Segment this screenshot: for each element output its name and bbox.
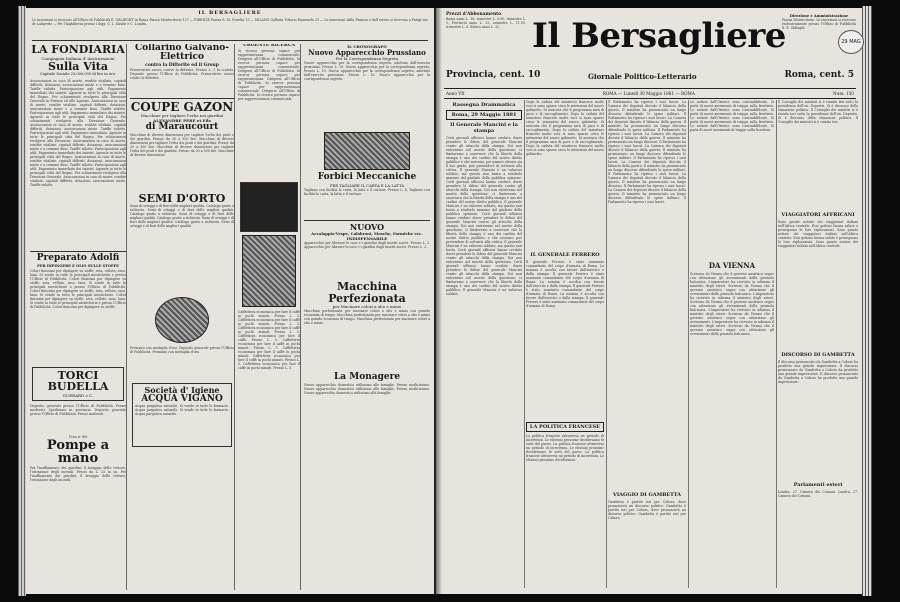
parlamenti-head: Parlamenti esteri (793, 482, 843, 488)
medal-illustration (155, 297, 209, 343)
macchina-title: Macchina Perfezionata (328, 280, 406, 305)
caffettiera-illustration (242, 235, 296, 307)
politica-head: LA POLITICA FRANCESE (526, 422, 604, 432)
direction-head: Direzione e Amministrazione (789, 14, 849, 18)
left-page (26, 8, 436, 594)
notice-block: Le inserzioni si ricevono all'Ufficio di Pubblicità E. OBLIEGHT in Roma Piazza Montecitorio 127 — FIRENZE Piazza S. M. Novella 13 — MILANO Galleria Vittorio Emanuele 25 — Le inserzioni dalla Francia e dall'estero si ricevono a Parigi rue de Lafayette — Per l'Inghilterra presso i Sigg. G. L. Daube e C. Londra. (32, 18, 428, 41)
coupe-where: di Maraucourt (145, 122, 219, 133)
vienna-head: DA VIENNA (708, 261, 756, 270)
article-column-2: Dopo la caduta del ministero francese molte voci si sono sparse circa le intenzioni del nuovo gabinetto. Si assicura che il programma sarà di pace e di raccoglimento. Dopo la caduta del ministero francese molte voci si sono sparse circa le intenzioni del nuovo gabinetto. Si assicura che il programma sarà di pace e di raccoglimento. Dopo la caduta del ministero francese molte voci si sono sparse circa le intenzioni del nuovo gabinetto. Si assicura che il programma sarà di pace e di raccoglimento. Dopo la caduta del ministero francese molte voci si sono sparse circa le intenzioni del nuovo gabinetto. IL GENERALE FERRERO Il generale Ferrero è stato nominato comandante del corpo d'armata di Roma. La nomina è accolta con favore dall'esercito e dalla stampa. Il generale Ferrero è stato nominato comandante del corpo d'armata di Roma. La nomina è accolta con favore dall'esercito e dalla stampa. Il generale Ferrero è stato nominato comandante del corpo d'armata di Roma. La nomina è accolta con favore dall'esercito e dalla stampa. Il generale Ferrero è stato nominato comandante del corpo d'armata di Roma. LA POLITICA FRANCESE La politica francese attraversa un periodo di incertezza. Le elezioni prossime decideranno le sorti del paese. La politica francese attraversa un periodo di incertezza. Le elezioni prossime decideranno le sorti del paese. La politica francese attraversa un periodo di incertezza. Le elezioni prossime decideranno. (524, 100, 607, 588)
dark-ad-block (240, 182, 298, 232)
discorso-head: DISCORSO DI GAMBETTA (781, 352, 855, 358)
page-edge-right (862, 6, 872, 596)
ad-column-4: IL CRONOGRAFO Nuovo Apparecchio Prussiano Per la Corrispondenza Segreta Nuovo apparecchio per la corrispondenza segreta, adottato dall'esercito prussiano. Prezzo L. 10. Nuovo apparecchio per la corrispondenza segreta. Prezzo L. 10. Nuovo apparecchio per la corrispondenza segreta, adottato dall'esercito prussiano. Prezzo L. 10. Nuovo apparecchio per la corrispondenza segreta. Forbici Meccaniche PER TAGLIARE IL CARTA E LA LATTA Tagliano con facilità la carta, la latta e il cartone. Prezzo L. 4. Tagliano con facilità la carta, la latta e il cartone. NUOVO Accalappia-Vespe, Calabroni, Mosche, Formiche ecc. INDISPENSABILE Apparecchio per liberare le case e i giardini dagli insetti nocivi. Prezzo L. 2. Apparecchio per liberare le case e i giardini dagli insetti nocivi. Prezzo L. 2. Macchina Perfezionata per Macinare colori a olio e minio Macchina perfezionata per macinare colori a olio e minio con grande economia di tempo. Macchina perfezionata per macinare colori a olio e minio con grande economia di tempo. Macchina perfezionata per macinare colori a olio e minio. La Monagere Nuovo apparecchio domestico utilissimo alle famiglie. Prezzo modicissimo. Nuovo apparecchio domestico utilissimo alle famiglie. Prezzo modicissimo. Nuovo apparecchio domestico utilissimo alle famiglie. (304, 44, 430, 395)
ferrero-head: IL GENERALE FERRERO (530, 252, 600, 258)
societa-ad: Società d' Igiene ACQUA VIGANO Acqua purgativa naturale. Si vende in tutte le farmacie. Acqua purgativa naturale. Si vende in tutte le farmacie. Acqua purgativa naturale. (132, 383, 232, 447)
issue-date: ROMA — Lunedì 30 Maggio 1881 — ROMA (602, 91, 695, 96)
page-edge-left (18, 6, 26, 596)
viaggio-head: VIAGGIO DI GAMBETTA (612, 492, 682, 498)
macchina-sub: per Macinare colori a olio e minio (332, 304, 402, 310)
right-page (436, 8, 864, 594)
article-column-4: Le notizie dall'Oriente sono contraddittorie. Si parla di nuovi movimenti di truppe sulla frontiera. Le notizie dall'Oriente sono contraddittorie. Si parla di nuovi movimenti di truppe sulla frontiera. Le notizie dall'Oriente sono contraddittorie. Si parla di nuovi movimenti di truppe sulla frontiera. Le notizie dall'Oriente sono contraddittorie. Si parla di nuovi movimenti di truppe sulla frontiera. DA VIENNA Scrivono da Vienna che il governo austriaco segue con attenzione gli avvenimenti della penisola balcanica. L'imperatore ha ricevuto in udienza il ministro degli esteri. Scrivono da Vienna che il governo austriaco segue con attenzione gli avvenimenti della penisola balcanica. L'imperatore ha ricevuto in udienza il ministro degli esteri. Scrivono da Vienna che il governo austriaco segue con attenzione gli avvenimenti della penisola balcanica. L'imperatore ha ricevuto in udienza il ministro degli esteri. Scrivono da Vienna che il governo austriaco segue con attenzione gli avvenimenti. L'imperatore ha ricevuto in udienza il ministro degli esteri. Scrivono da Vienna che il governo austriaco segue con attenzione gli avvenimenti della penisola balcanica. (688, 100, 777, 588)
societa-sub: ACQUA VIGANO (141, 393, 223, 404)
issue-number: Num. 150 (832, 91, 854, 96)
cronografo-head: IL CRONOGRAFO (347, 44, 387, 49)
masthead-title: Il Bersagliere (532, 16, 786, 56)
fondiaria-line: Sulla Vita (48, 59, 108, 73)
preparato-sub: PER DIPINGERE E OLIO SULLE STOFFE (37, 263, 119, 268)
torci-ad (32, 367, 124, 401)
torci-title: TORCI BUDELLA (47, 368, 109, 394)
coupe-sub: Macchine per tagliare l'erba nei giardini (140, 113, 224, 119)
nuovo-title: NUOVO (349, 221, 385, 232)
viaggiatori-head: VIAGGIATORI AFFRICANI (781, 212, 855, 218)
date-head: Roma, 29 Maggio 1881 (446, 110, 522, 120)
pompe-pre: Uso e 90 (69, 433, 87, 439)
ad-column-1: LA FONDIARIA Compagnia Italiana d' Assicurazioni Sulla Vita Capitale Sociale 25,000,000 di lire in oro. Assicurazioni in caso di morte, rendite vitalizie, capitali differiti, dotazioni, assicurazioni miste e a termine fisso. Tariffe ridotte. Partecipazione agli utili. Pagamento immediato dei sinistri. Agenzie in tutte le principali città del Regno. Per schiarimenti rivolgersi alla Direzione Generale in Firenze ed alle Agenzie. Assicurazioni in caso di morte, rendite vitalizie, capitali differiti, dotazioni, assicurazioni miste e a termine fisso. Tariffe ridotte. Partecipazione agli utili. Pagamento immediato dei sinistri. Agenzie in tutte le principali città del Regno. Per schiarimenti rivolgersi alla Direzione Generale. Assicurazioni in caso di morte, rendite vitalizie, capitali differiti, dotazioni, assicurazioni miste. Tariffe ridotte. Partecipazione agli utili. Pagamento immediato. Agenzie in tutte le principali città del Regno. Per schiarimenti rivolgersi alla Direzione. Assicurazioni in caso di morte, rendite vitalizie, capitali differiti, dotazioni, assicurazioni miste e a termine fisso. Tariffe ridotte. Partecipazione agli utili. Pagamento immediato dei sinistri. Agenzie in tutte le principali città del Regno. Assicurazioni in caso di morte, rendite vitalizie, capitali differiti, dotazioni, assicurazioni miste e a termine fisso. Tariffe ridotte. Partecipazione agli utili. Pagamento immediato dei sinistri. Agenzie in tutte le principali città del Regno. Per schiarimenti rivolgersi alla Direzione Generale. Assicurazioni in caso di morte, rendite vitalizie, capitali differiti, dotazioni, assicurazioni miste. Tariffe ridotte. Preparato Adolfi PER DIPINGERE E OLIO SULLE STOFFE Colori finissimi per dipingere su stoffe, seta, velluto, raso, lana. Si vende in tutte le principali mesticherie e presso l'Ufficio di Pubblicità. Colori finissimi per dipingere su stoffe, seta, velluto, raso, lana. Si vende in tutte le principali mesticherie e presso l'Ufficio di Pubblicità. Colori finissimi per dipingere su stoffe, seta, velluto, raso, lana. Si vende in tutte le principali mesticherie. Colori finissimi per dipingere su stoffe, seta, velluto, raso, lana. Si vende in tutte le principali mesticherie e presso l'Ufficio di Pubblicità. Colori finissimi per dipingere su stoffe. TORCI BUDELLA GUERARD e C. Deposito generale presso l'Ufficio di Pubblicità. Prezzi moderati. Spedizione in provincia. Deposito generale presso l'Ufficio di Pubblicità. Prezzi moderati. Uso e 90 Pompe a mano Per l'inaffiamento dei giardini, il lavaggio delle vetture, l'estinzione degli incendi. Prezzi da L. 25 in su. Per l'inaffiamento dei giardini, il lavaggio delle vetture, l'estinzione degli incendi. (30, 44, 127, 590)
semi-title: SEMI D'ORTO (138, 191, 226, 205)
year-label: Anno VII (446, 91, 465, 96)
rassegna-head: Rassegna Drammatica (452, 102, 516, 108)
article-column-5: Il Consiglio dei ministri si è riunito ieri sotto la presidenza dell'on. Depretis. Si è discusso della situazione politica. Il Consiglio dei ministri si è riunito ieri sotto la presidenza dell'on. Depretis. Si è discusso della situazione politica. Il Consiglio dei ministri si è riunito ieri. VIAGGIATORI AFFRICANI Sono giunte notizie dei viaggiatori italiani nell'Africa centrale. Essi godono buona salute e proseguono le loro esplorazioni. Sono giunte notizie dei viaggiatori italiani nell'Africa centrale. Essi godono buona salute e proseguono le loro esplorazioni. Sono giunte notizie dei viaggiatori italiani nell'Africa centrale. DISCORSO DI GAMBETTA Il discorso pronunciato da Gambetta a Cahors ha prodotto una grande impressione. Il discorso pronunciato da Gambetta a Cahors ha prodotto una grande impressione. Il discorso pronunciato da Gambetta a Cahors ha prodotto una grande impressione. Parlamenti esteri Londra, 27. Camera dei Comuni. Londra, 27. Camera dei Comuni. (778, 100, 858, 498)
collarino-sub: contro la Difterite ed il Group (145, 62, 219, 68)
collarino-title: Collarino Galvano-Elettrico (135, 44, 229, 63)
dateline (444, 88, 856, 99)
running-head: IL BERSAGLIERE (198, 10, 262, 16)
article-column-3: Il Parlamento ha ripreso i suoi lavori. La Camera dei deputati discute il bilancio della guerra. Il ministro ha pronunciato un lungo discorso difendendo le spese militari. Il Parlamento ha ripreso i suoi lavori. La Camera dei deputati discute il bilancio della guerra. Il ministro ha pronunciato un lungo discorso difendendo le spese militari. Il Parlamento ha ripreso i suoi lavori. La Camera dei deputati discute il bilancio della guerra. Il ministro ha pronunciato un lungo discorso. Il Parlamento ha ripreso i suoi lavori. La Camera dei deputati discute il bilancio della guerra. Il ministro ha pronunciato un lungo discorso difendendo le spese militari. Il Parlamento ha ripreso i suoi lavori. La Camera dei deputati discute il bilancio della guerra. Il ministro ha pronunciato un lungo discorso difendendo le spese militari. Il Parlamento ha ripreso i suoi lavori. La Camera dei deputati discute il bilancio della guerra. Il ministro ha pronunciato un lungo discorso. Il Parlamento ha ripreso i suoi lavori. La Camera dei deputati discute il bilancio della guerra. Il ministro ha pronunciato un lungo discorso difendendo le spese militari. Il Parlamento ha ripreso i suoi lavori. VIAGGIO DI GAMBETTA Gambetta è partito ieri per Cahors, dove pronuncerà un discorso politico. Gambetta è partito ieri per Cahors, dove pronuncerà un discorso politico. Gambetta è partito ieri per Cahors. (606, 100, 689, 588)
mancini-head: Il Generale Mancini e la stampa (450, 122, 518, 134)
coupe-who: ALEXANDRE PERE et Fils (153, 118, 211, 124)
price-rome: Roma, cent. 5 (784, 70, 854, 80)
article-column-1: Rassegna Drammatica Roma, 29 Maggio 1881 Il Generale Mancini e la stampa Certi giornali ufficiosi hanno creduto dover prendere le difese del generale Mancini contro gli attacchi della stampa. Noi non entreremo nel merito della questione; ci limiteremo a osservare che la libertà della stampa è uno dei cardini del nostro diritto pubblico e che nessuno, per quanto elevato sia il suo grado, può pretendere di sottrarsi alla critica. Il generale Mancini è un valoroso soldato; ma questo non basta a renderlo immune dal giudizio della pubblica opinione. Certi giornali ufficiosi hanno creduto dover prendere le difese del generale contro gli attacchi della stampa. Noi non entreremo nel merito della questione; ci limiteremo a osservare che la libertà della stampa è uno dei cardini del nostro diritto pubblico. Il generale Mancini è un valoroso soldato; ma questo non basta a renderlo immune dal giudizio della pubblica opinione. Certi giornali ufficiosi hanno creduto dover prendere le difese del generale Mancini contro gli attacchi della stampa. Noi non entreremo nel merito della questione; ci limiteremo a osservare che la libertà della stampa è uno dei cardini del nostro diritto pubblico e che nessuno può pretendere di sottrarsi alla critica. Il generale Mancini è un valoroso soldato; ma questo non basta. Certi giornali ufficiosi hanno creduto dover prendere le difese del generale Mancini contro gli attacchi della stampa. Noi non entreremo nel merito della questione. Certi giornali ufficiosi hanno creduto dover prendere le difese del generale Mancini contro gli attacchi della stampa. Noi non entreremo nel merito della questione; ci limiteremo a osservare che la libertà della stampa è uno dei cardini del nostro diritto pubblico. Il generale Mancini è un valoroso soldato. (444, 100, 525, 588)
cronografo-sub: Per la Corrispondenza Segreta (335, 56, 399, 62)
direction-box: Direzione e Amministrazione Piazza Montecitorio. Le inserzioni si ricevono esclusivamente presso l'Ufficio di Pubblicità E. E. Oblieght. (782, 14, 856, 31)
masthead-subtitle: Giornale Politico-Letterario (588, 72, 697, 81)
forbici-illustration (324, 132, 410, 170)
pompe-title: Pompe a mano (46, 437, 110, 467)
monagere-title: La Monagere (333, 372, 401, 383)
coupe-title: COUPE GAZON (130, 99, 234, 114)
fondiaria-capital: Capitale Sociale 25,000,000 di lire in oro. (39, 72, 117, 77)
preparato-body: Colori finissimi per dipingere su stoffe, seta, velluto, raso, lana. Si vende in tutte le principali mesticherie e presso l'Ufficio di Pubblicità. Colori finissimi per dipingere su stoffe, seta, velluto, raso, lana. Si vende in tutte le principali mesticherie e presso l'Ufficio di Pubblicità. Colori finissimi per dipingere su stoffe, seta, velluto, raso, lana. Si vende in tutte le principali mesticherie. Colori finissimi per dipingere su stoffe, seta, velluto, raso, lana. Si vende in tutte le principali mesticherie e presso l'Ufficio di Pubblicità. Colori finissimi per dipingere su stoffe. (30, 268, 126, 309)
forbici-title: Forbici Meccaniche (317, 172, 417, 183)
price-province: Provincia, cent. 10 (446, 70, 541, 80)
subscription-head: Prezzi d'Abbonamento (446, 12, 502, 17)
societa-title: Società d' Igiene (144, 385, 220, 396)
cronografo-title: Nuovo Apparecchio Prussiano (308, 48, 426, 57)
urgente-title: URGENTE RICERCA (242, 44, 296, 48)
torci-sub: GUERARD e C. (62, 392, 94, 398)
fondiaria-body: Assicurazioni in caso di morte, rendite vitalizie, capitali differiti, dotazioni, assicurazioni miste e a termine fisso. Tariffe ridotte. Partecipazione agli utili. Pagamento immediato dei sinistri. Agenzie in tutte le principali città del Regno. Per schiarimenti rivolgersi alla Direzione Generale in Firenze ed alle Agenzie. Assicurazioni in caso di morte, rendite vitalizie, capitali differiti, dotazioni, assicurazioni miste e a termine fisso. Tariffe ridotte. Partecipazione agli utili. Pagamento immediato dei sinistri. Agenzie in tutte le principali città del Regno. Per schiarimenti rivolgersi alla Direzione Generale. Assicurazioni in caso di morte, rendite vitalizie, capitali differiti, dotazioni, assicurazioni miste. Tariffe ridotte. Partecipazione agli utili. Pagamento immediato. Agenzie in tutte le principali città del Regno. Per schiarimenti rivolgersi alla Direzione. Assicurazioni in caso di morte, rendite vitalizie, capitali differiti, dotazioni, assicurazioni miste e a termine fisso. Tariffe ridotte. Partecipazione agli utili. Pagamento immediato dei sinistri. Agenzie in tutte le principali città del Regno. Assicurazioni in caso di morte, rendite vitalizie, capitali differiti, dotazioni, assicurazioni miste e a termine fisso. Tariffe ridotte. Partecipazione agli utili. Pagamento immediato dei sinistri. Agenzie in tutte le principali città del Regno. Per schiarimenti rivolgersi alla Direzione Generale. Assicurazioni in caso di morte, rendite vitalizie, capitali differiti, dotazioni, assicurazioni miste. Tariffe ridotte. (30, 79, 126, 188)
ad-column-3: URGENTE RICERCA Si ricerca persona capace per rappresentanza commerciale. Dirigersi all'Ufficio di Pubblicità. Si ricerca persona capace per rappresentanza commerciale. Dirigersi all'Ufficio di Pubblicità. Si ricerca persona capace per rappresentanza. Dirigersi all'Ufficio di Pubblicità. Si ricerca persona capace per rappresentanza commerciale. Dirigersi all'Ufficio di Pubblicità. Si ricerca persona capace per rappresentanza commerciale. Caffettiera economica per fare il caffè in pochi minuti. Prezzo L. 5. Caffettiera economica per fare il caffè in pochi minuti. Prezzo L. 5. Caffettiera economica per fare il caffè in pochi minuti. Prezzo L. 5. Caffettiera economica per fare il caffè. Prezzo L. 5. Caffettiera economica per fare il caffè in pochi minuti. Prezzo L. 5. Caffettiera economica per fare il caffè in pochi minuti. Caffettiera economica per fare il caffè in pochi minuti. Prezzo L. 5. Caffettiera economica per fare il caffè in pochi minuti. Prezzo L. 5. (238, 44, 301, 590)
library-stamp: 29 MAG (838, 30, 864, 54)
nuovo-sub: Accalappia-Vespe, Calabroni, Mosche, Formiche ecc. (311, 231, 423, 237)
fondiaria-title: LA FONDIARIA (31, 44, 125, 56)
forbici-sub: PER TAGLIARE IL CARTA E LA LATTA (329, 182, 405, 188)
preparato-title: Preparato Adolfi (36, 253, 120, 264)
subscription-box: Prezzi d'Abbonamento Roma anno L. 18, semestre L. 9.50, trimestre L. 5. Provincia anno L. 22, semestre L. 11.50, trimestre L. 6. Estero anno L. 32. (446, 12, 526, 30)
nuovo-tag: INDISPENSABILE (346, 236, 388, 242)
ad-column-2: Collarino Galvano-Elettrico contro la Difterite ed il Group Preservativo sicuro contro la difterite. Prezzo L. 3 la scatola. Deposito presso l'Ufficio di Pubblicità. Preservativo sicuro contro la difterite. COUPE GAZON Macchine per tagliare l'erba nei giardini ALEXANDRE PERE et Fils di Maraucourt Macchine di diverse dimensioni per tagliare l'erba dei prati e dei giardini. Prezzi: da 30 a 300 lire. Macchine di diverse dimensioni per tagliare l'erba dei prati e dei giardini. Prezzi: da 30 a 300 lire. Macchine di diverse dimensioni per tagliare l'erba dei prati e dei giardini. Prezzi: da 30 a 300 lire. Macchine di diverse dimensioni. SEMI D'ORTO Semi di ortaggi e di fiori delle migliori qualità. Catalogo gratis a richiesta. Semi di ortaggi e di fiori delle migliori qualità. Catalogo gratis a richiesta. Semi di ortaggi e di fiori delle migliori qualità. Catalogo gratis a richiesta. Semi di ortaggi e di fiori delle migliori qualità. Catalogo gratis a richiesta. Semi di ortaggi e di fiori delle migliori qualità. Premiato con medaglia d'oro. Deposito generale presso l'Ufficio di Pubblicità. Premiato con medaglia d'oro. Società d' Igiene ACQUA VIGANO Acqua purgativa naturale. Si vende in tutte le farmacie. Acqua purgativa naturale. Si vende in tutte le farmacie. Acqua purgativa naturale. (130, 44, 235, 590)
fondiaria-sub: Compagnia Italiana d' Assicurazioni (41, 55, 115, 61)
